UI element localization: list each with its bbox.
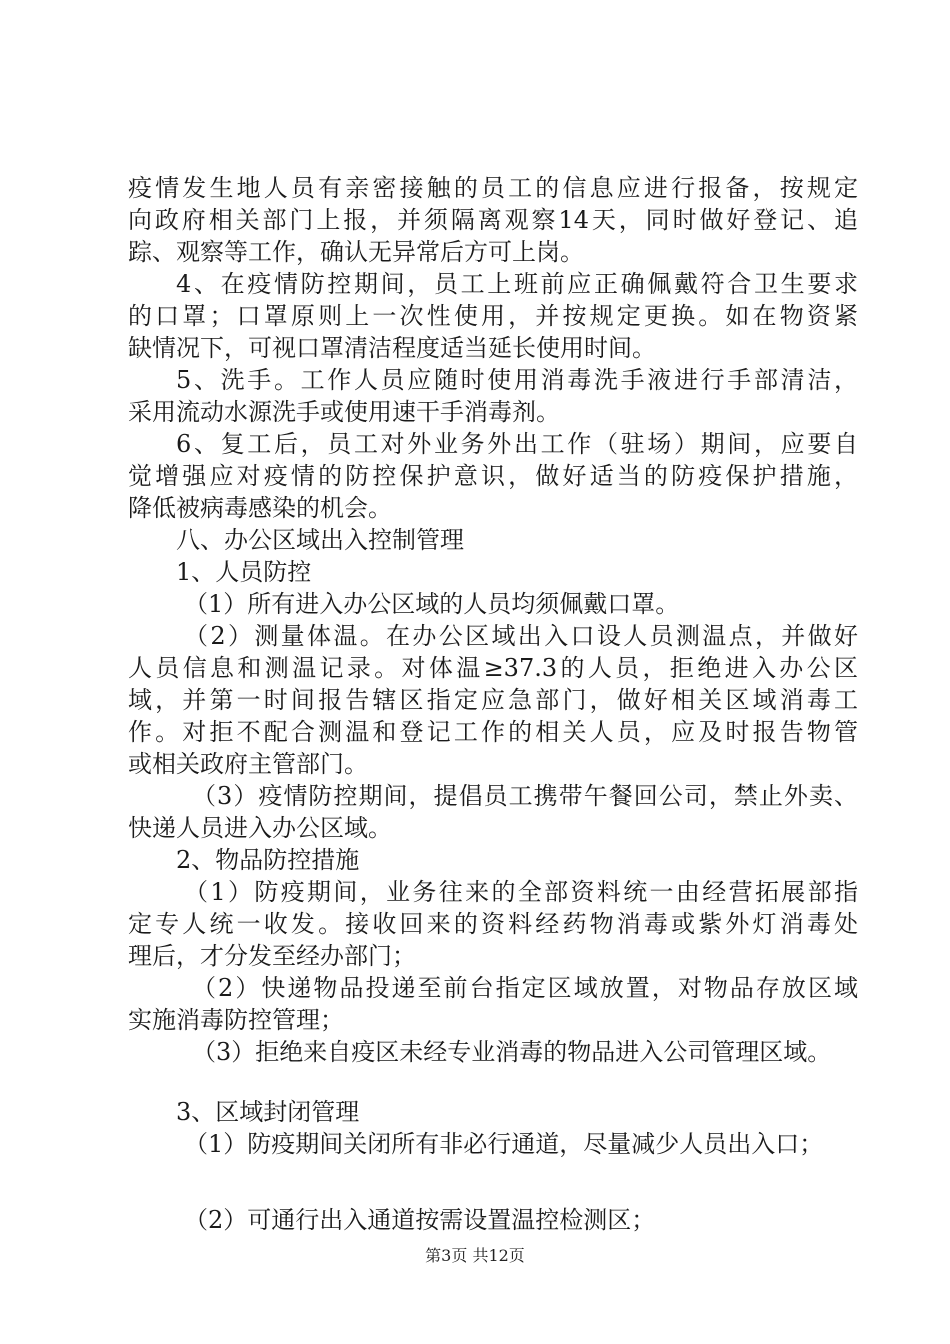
paragraph-line: 域，并第一时间报告辖区指定应急部门，做好相关区域消毒工 xyxy=(128,686,858,714)
paragraph-line: 踪、观察等工作，确认无异常后方可上岗。 xyxy=(128,238,584,266)
paragraph-line: 的口罩；口罩原则上一次性使用，并按规定更换。如在物资紧 xyxy=(128,302,858,330)
paragraph-line: 或相关政府主管部门。 xyxy=(128,750,368,778)
paragraph-line: 理后，才分发至经办部门； xyxy=(128,942,416,970)
subsection-heading: 2、物品防控措施 xyxy=(176,846,360,874)
list-item: （2）测量体温。在办公区域出入口设人员测温点，并做好 xyxy=(184,622,858,650)
paragraph-line: 4、在疫情防控期间，员工上班前应正确佩戴符合卫生要求 xyxy=(176,270,858,298)
paragraph-line: 缺情况下，可视口罩清洁程度适当延长使用时间。 xyxy=(128,334,656,362)
list-item: （2）快递物品投递至前台指定区域放置，对物品存放区域 xyxy=(192,974,858,1002)
section-heading: 八、办公区域出入控制管理 xyxy=(176,526,464,554)
subsection-heading: 3、区域封闭管理 xyxy=(176,1098,360,1126)
list-item: （3）疫情防控期间，提倡员工携带午餐回公司，禁止外卖、 xyxy=(192,782,858,810)
list-item: （2）可通行出入通道按需设置温控检测区； xyxy=(184,1206,656,1234)
page-number-footer: 第3页 共12页 xyxy=(425,1246,525,1265)
list-item: （1）防疫期间，业务往来的全部资料统一由经营拓展部指 xyxy=(184,878,858,906)
paragraph-line: 人员信息和测温记录。对体温≥37.3的人员，拒绝进入办公区 xyxy=(128,654,858,682)
paragraph-line: 实施消毒防控管理； xyxy=(128,1006,344,1034)
paragraph-line: 降低被病毒感染的机会。 xyxy=(128,494,392,522)
paragraph-line: 作。对拒不配合测温和登记工作的相关人员，应及时报告物管 xyxy=(128,718,858,746)
paragraph-line: 觉增强应对疫情的防控保护意识，做好适当的防疫保护措施， xyxy=(128,462,858,490)
paragraph-line: 快递人员进入办公区域。 xyxy=(128,814,392,842)
paragraph-line: 向政府相关部门上报，并须隔离观察14天，同时做好登记、追 xyxy=(128,206,858,234)
subsection-heading: 1、人员防控 xyxy=(176,558,312,586)
paragraph-line: 采用流动水源洗手或使用速干手消毒剂。 xyxy=(128,398,560,426)
paragraph-line: 疫情发生地人员有亲密接触的员工的信息应进行报备，按规定 xyxy=(128,174,858,202)
document-body xyxy=(128,172,858,1236)
paragraph-line: 定专人统一收发。接收回来的资料经药物消毒或紫外灯消毒处 xyxy=(128,910,858,938)
list-item: （1）所有进入办公区域的人员均须佩戴口罩。 xyxy=(184,590,680,618)
list-item: （3）拒绝来自疫区未经专业消毒的物品进入公司管理区域。 xyxy=(192,1038,832,1066)
paragraph-line: 5、洗手。工作人员应随时使用消毒洗手液进行手部清洁， xyxy=(176,366,858,394)
paragraph-line: 6、复工后，员工对外业务外出工作（驻场）期间，应要自 xyxy=(176,430,858,458)
list-item: （1）防疫期间关闭所有非必行通道，尽量减少人员出入口； xyxy=(184,1130,824,1158)
